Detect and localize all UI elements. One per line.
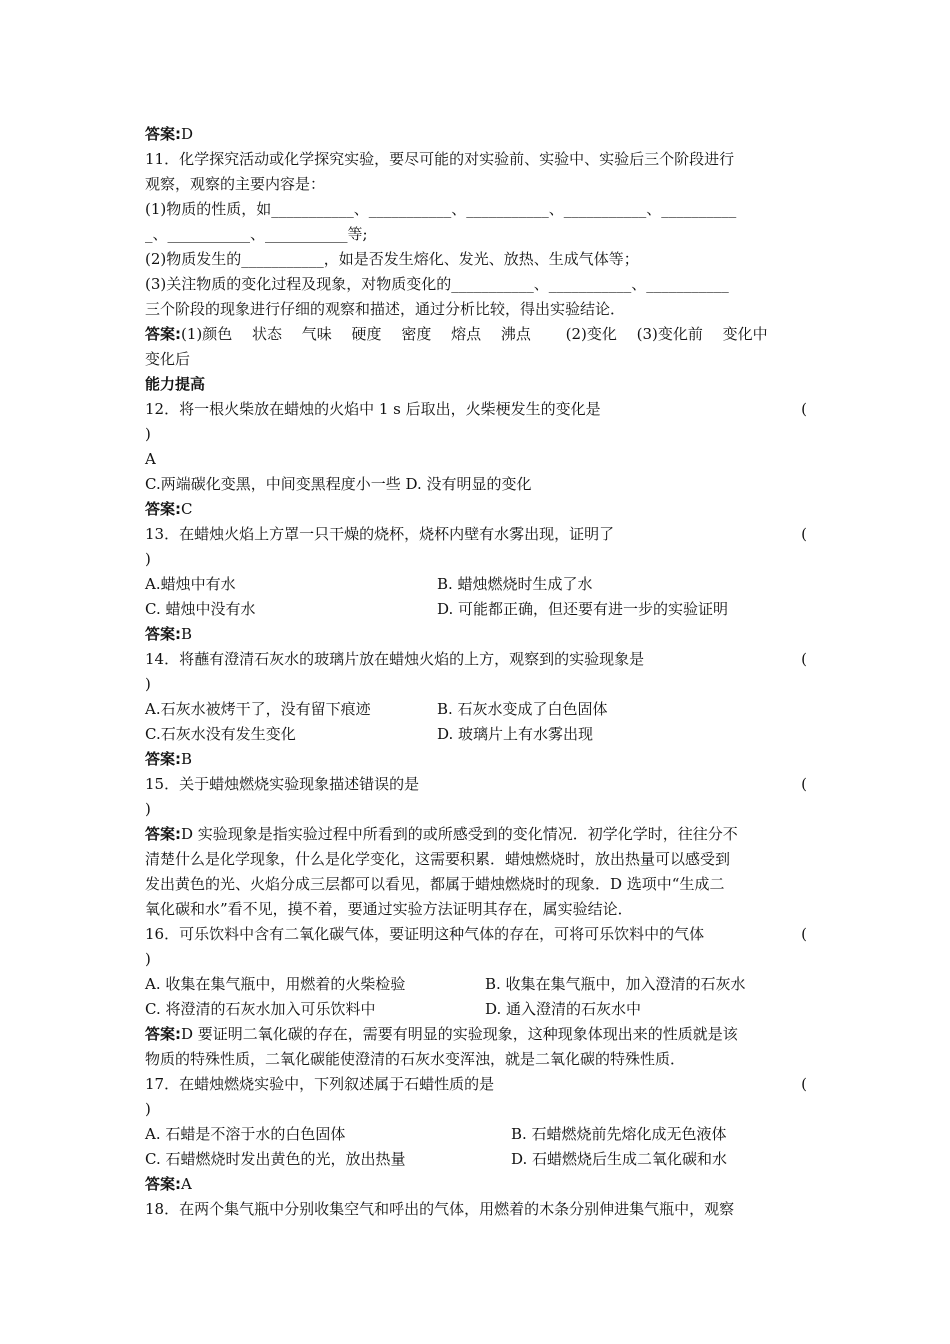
question-line: 观察，观察的主要内容是： <box>145 175 326 193</box>
option-line: A <box>145 450 156 468</box>
question-text: 17．在蜡烛燃烧实验中，下列叙述属于石蜡性质的是 <box>145 1075 495 1093</box>
answer-text: D <box>181 125 194 143</box>
option-line <box>145 597 807 622</box>
answer-line: 变化后 <box>145 350 191 368</box>
option-line <box>145 1147 807 1172</box>
question-line: (3)关注物质的变化过程及现象，对物质变化的___________、___________、___________ <box>145 275 729 293</box>
answer-line <box>145 747 807 772</box>
answer-line <box>145 122 807 147</box>
answer-text: C <box>181 500 193 518</box>
option-d: D. 通入澄清的石灰水中 <box>485 1000 642 1018</box>
question-line <box>145 772 807 797</box>
option-c: C.石灰水没有发生变化 <box>145 725 296 743</box>
answer-paren: ( <box>801 1075 807 1093</box>
question-line: (2)物质发生的___________，如是否发生熔化、发光、放热、生成气体等； <box>145 250 639 268</box>
option-line: C.两端碳化变黑，中间变黑程度小一些 D. 没有明显的变化 <box>145 475 532 493</box>
question-line: 18．在两个集气瓶中分别收集空气和呼出的气体，用燃着的木条分别伸进集气瓶中，观察 <box>145 1200 735 1218</box>
question-line <box>145 522 807 547</box>
answer-paren: ( <box>801 400 807 418</box>
question-text: 13．在蜡烛火焰上方罩一只干燥的烧杯，烧杯内壁有水雾出现，证明了 <box>145 525 615 543</box>
answer-label: 答案: <box>145 1175 181 1193</box>
question-line <box>145 922 807 947</box>
option-line <box>145 1122 807 1147</box>
answer-line: 氧化碳和水”看不见，摸不着，要通过实验方法证明其存在，属实验结论． <box>145 900 633 918</box>
question-line <box>145 397 807 422</box>
answer-label: 答案: <box>145 1025 181 1043</box>
answer-label: 答案: <box>145 625 181 643</box>
answer-label: 答案: <box>145 825 181 843</box>
question-line: 三个阶段的现象进行仔细的观察和描述，通过分析比较，得出实验结论． <box>145 300 626 318</box>
option-d: D. 玻璃片上有水雾出现 <box>437 725 594 743</box>
answer-paren-close: ) <box>145 675 151 693</box>
option-a: A. 石蜡是不溶于水的白色固体 <box>145 1125 346 1143</box>
answer-text: D 实验现象是指实验过程中所看到的或所感受到的变化情况．初学化学时，往往分不 <box>181 825 738 843</box>
answer-paren-close: ) <box>145 1100 151 1118</box>
answer-line <box>145 1172 807 1197</box>
answer-line: 物质的特殊性质，二氧化碳能使澄清的石灰水变浑浊，就是二氧化碳的特殊性质． <box>145 1050 686 1068</box>
answer-paren-close: ) <box>145 550 151 568</box>
answer-text: B <box>181 750 193 768</box>
option-d: D. 石蜡燃烧后生成二氧化碳和水 <box>511 1150 728 1168</box>
option-line <box>145 572 807 597</box>
answer-paren: ( <box>801 775 807 793</box>
answer-line <box>145 622 807 647</box>
answer-line <box>145 497 807 522</box>
option-c: C. 石蜡燃烧时发出黄色的光，放出热量 <box>145 1150 406 1168</box>
option-a: A. 收集在集气瓶中，用燃着的火柴检验 <box>145 975 406 993</box>
option-line <box>145 697 807 722</box>
option-a: A.石灰水被烤干了，没有留下痕迹 <box>145 700 371 718</box>
answer-paren: ( <box>801 525 807 543</box>
question-text: 14．将蘸有澄清石灰水的玻璃片放在蜡烛火焰的上方，观察到的实验现象是 <box>145 650 645 668</box>
answer-label: 答案: <box>145 325 181 343</box>
option-line <box>145 997 807 1022</box>
answer-text: B <box>181 625 193 643</box>
answer-paren: ( <box>801 925 807 943</box>
answer-paren-close: ) <box>145 800 151 818</box>
answer-text: (1)颜色 状态 气味 硬度 密度 熔点 沸点 (2)变化 (3)变化前 变化中 <box>181 325 768 343</box>
option-c: C. 蜡烛中没有水 <box>145 600 256 618</box>
question-text: 16．可乐饮料中含有二氧化碳气体，要证明这种气体的存在，可将可乐饮料中的气体 <box>145 925 705 943</box>
option-line <box>145 972 807 997</box>
option-b: B. 石灰水变成了白色固体 <box>437 700 608 718</box>
option-b: B. 蜡烛燃烧时生成了水 <box>437 575 593 593</box>
option-c: C. 将澄清的石灰水加入可乐饮料中 <box>145 1000 376 1018</box>
option-b: B. 石蜡燃烧前先熔化成无色液体 <box>511 1125 727 1143</box>
answer-paren-close: ) <box>145 950 151 968</box>
answer-paren: ( <box>801 650 807 668</box>
answer-label: 答案: <box>145 500 181 518</box>
answer-line <box>145 322 807 347</box>
question-text: 12．将一根火柴放在蜡烛的火焰中 1 s 后取出，火柴梗发生的变化是 <box>145 400 601 418</box>
section-heading: 能力提高 <box>145 375 206 393</box>
document-page <box>145 122 807 1222</box>
answer-text: D 要证明二氧化碳的存在，需要有明显的实验现象，这种现象体现出来的性质就是该 <box>181 1025 738 1043</box>
question-line: 11．化学探究活动或化学探究实验，要尽可能的对实验前、实验中、实验后三个阶段进行 <box>145 150 735 168</box>
answer-label: 答案: <box>145 125 181 143</box>
answer-line <box>145 822 807 847</box>
answer-paren-close: ) <box>145 425 151 443</box>
answer-label: 答案: <box>145 750 181 768</box>
option-a: A.蜡烛中有水 <box>145 575 236 593</box>
answer-line <box>145 1022 807 1047</box>
question-line: (1)物质的性质，如___________、___________、___________、___________、__________ <box>145 200 737 218</box>
answer-line: 发出黄色的光、火焰分成三层都可以看见，都属于蜡烛燃烧时的现象．D 选项中“生成二 <box>145 875 725 893</box>
question-line: _、___________、___________等; <box>145 225 368 243</box>
question-line <box>145 1072 807 1097</box>
question-line <box>145 647 807 672</box>
answer-line: 清楚什么是化学现象，什么是化学变化，这需要积累．蜡烛燃烧时，放出热量可以感受到 <box>145 850 731 868</box>
option-line <box>145 722 807 747</box>
option-b: B. 收集在集气瓶中，加入澄清的石灰水 <box>485 975 746 993</box>
option-d: D. 可能都正确，但还要有进一步的实验证明 <box>437 600 729 618</box>
question-text: 15．关于蜡烛燃烧实验现象描述错误的是 <box>145 775 420 793</box>
answer-text: A <box>181 1175 192 1193</box>
